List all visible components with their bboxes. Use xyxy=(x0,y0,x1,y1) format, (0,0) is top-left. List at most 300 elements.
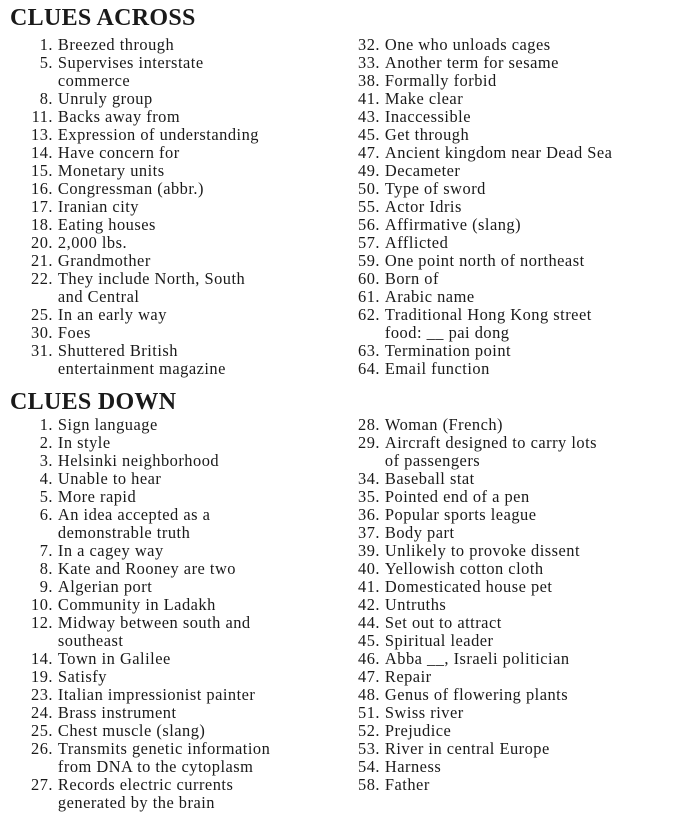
clue-line: Email function xyxy=(384,359,490,378)
clue-item xyxy=(343,434,597,470)
clue-text xyxy=(380,578,552,596)
clue-line: Grandmother xyxy=(57,251,151,270)
clue-item xyxy=(343,632,597,650)
clue-line: Another term for sesame xyxy=(384,53,559,72)
clue-item xyxy=(10,234,259,252)
clue-item xyxy=(10,686,270,704)
clue-number: 34. xyxy=(358,469,380,488)
clue-text xyxy=(380,632,494,650)
clue-item xyxy=(10,162,259,180)
clue-number: 16. xyxy=(31,179,53,198)
clue-line: Woman (French) xyxy=(384,415,504,434)
clue-number: 7. xyxy=(39,541,53,560)
clue-number: 4. xyxy=(39,469,53,488)
clue-number: 60. xyxy=(358,269,380,288)
clue-line: Midway between south and xyxy=(57,613,251,632)
clue-number: 51. xyxy=(358,703,380,722)
clue-line: Father xyxy=(384,775,430,794)
clue-line: Make clear xyxy=(384,89,464,108)
clue-number: 5. xyxy=(39,487,53,506)
clue-text xyxy=(380,614,502,632)
clue-number: 25. xyxy=(31,721,53,740)
clue-line: Untruths xyxy=(384,595,447,614)
clue-item xyxy=(10,452,270,470)
clue-text xyxy=(380,270,439,288)
clue-item xyxy=(10,650,270,668)
clue-item xyxy=(10,306,259,324)
clue-text xyxy=(380,668,432,686)
clue-line-continued: commerce xyxy=(57,71,131,90)
clue-line: Ancient kingdom near Dead Sea xyxy=(384,143,613,162)
clue-line-continued: entertainment magazine xyxy=(57,359,226,378)
clue-number: 35. xyxy=(358,487,380,506)
clue-text xyxy=(380,108,471,126)
clue-line: River in central Europe xyxy=(384,739,550,758)
clue-number: 14. xyxy=(31,143,53,162)
clue-line: One who unloads cages xyxy=(384,35,551,54)
clue-line: Actor Idris xyxy=(384,197,462,216)
clue-line: Get through xyxy=(384,125,470,144)
clue-line-continued: demonstrable truth xyxy=(57,523,191,542)
clue-text xyxy=(380,36,551,54)
clue-line: Aircraft designed to carry lots xyxy=(384,433,598,452)
clue-number: 3. xyxy=(39,451,53,470)
clue-item xyxy=(343,180,612,198)
clue-item xyxy=(10,90,259,108)
clue-line: Swiss river xyxy=(384,703,464,722)
clue-line: Congressman (abbr.) xyxy=(57,179,204,198)
clue-line: Type of sword xyxy=(384,179,486,198)
clue-line: Foes xyxy=(57,323,91,342)
clue-text xyxy=(53,306,167,324)
clue-text xyxy=(380,288,475,306)
clue-text xyxy=(380,54,559,72)
clue-text xyxy=(53,180,204,198)
clue-item xyxy=(343,650,597,668)
clue-line: Traditional Hong Kong street xyxy=(384,305,592,324)
clue-number: 20. xyxy=(31,233,53,252)
clue-text xyxy=(380,704,464,722)
clue-line: In style xyxy=(57,433,111,452)
clue-item xyxy=(10,470,270,488)
clue-number: 32. xyxy=(358,35,380,54)
clue-line: Termination point xyxy=(384,341,512,360)
clue-text xyxy=(53,252,151,270)
clue-number: 12. xyxy=(31,613,53,632)
clue-item xyxy=(343,234,612,252)
clue-item xyxy=(343,360,612,378)
clue-text xyxy=(53,470,161,488)
clue-line: 2,000 lbs. xyxy=(57,233,128,252)
clue-number: 17. xyxy=(31,197,53,216)
clue-item xyxy=(10,722,270,740)
clue-number: 37. xyxy=(358,523,380,542)
clue-item xyxy=(10,578,270,596)
clue-line: Abba __, Israeli politician xyxy=(384,649,570,668)
clue-number: 49. xyxy=(358,161,380,180)
clue-number: 39. xyxy=(358,541,380,560)
clue-item xyxy=(343,108,612,126)
clue-number: 1. xyxy=(39,415,53,434)
clue-text xyxy=(380,216,521,234)
clue-text xyxy=(380,342,511,360)
clue-item xyxy=(343,90,612,108)
clue-text xyxy=(380,90,463,108)
clue-text xyxy=(380,560,544,578)
clue-text xyxy=(53,704,177,722)
clue-line-continued: and Central xyxy=(57,287,140,306)
clue-item xyxy=(10,198,259,216)
clue-item xyxy=(343,162,612,180)
clue-item xyxy=(10,252,259,270)
clue-number: 11. xyxy=(31,107,53,126)
clue-text xyxy=(380,234,448,252)
clue-item xyxy=(10,776,270,812)
clue-line: Records electric currents xyxy=(57,775,234,794)
clue-line: Pointed end of a pen xyxy=(384,487,530,506)
clue-item xyxy=(343,36,612,54)
clue-number: 38. xyxy=(358,71,380,90)
clues-across-heading: CLUES ACROSS xyxy=(10,5,196,31)
clue-item xyxy=(343,740,597,758)
clue-text xyxy=(53,162,165,180)
clue-text xyxy=(53,416,158,434)
clue-number: 14. xyxy=(31,649,53,668)
clue-item xyxy=(343,470,597,488)
clue-line: Monetary units xyxy=(57,161,165,180)
clue-line: Algerian port xyxy=(57,577,153,596)
clue-item xyxy=(343,722,597,740)
clue-line: Spiritual leader xyxy=(384,631,494,650)
clue-text xyxy=(380,126,469,144)
clue-item xyxy=(10,342,259,378)
clue-text xyxy=(53,740,270,776)
down-column-left xyxy=(10,416,270,812)
clue-line: Iranian city xyxy=(57,197,139,216)
clue-line: Unable to hear xyxy=(57,469,162,488)
clue-item xyxy=(343,560,597,578)
clue-item xyxy=(343,488,597,506)
clue-item xyxy=(10,506,270,542)
clue-item xyxy=(343,596,597,614)
clue-text xyxy=(380,722,451,740)
clue-item xyxy=(343,342,612,360)
clue-text xyxy=(53,560,236,578)
clue-number: 64. xyxy=(358,359,380,378)
clue-line: Community in Ladakh xyxy=(57,595,216,614)
clue-text xyxy=(380,758,441,776)
down-column-right xyxy=(343,416,597,794)
clue-number: 44. xyxy=(358,613,380,632)
clue-line: Unruly group xyxy=(57,89,153,108)
clue-line: Transmits genetic information xyxy=(57,739,271,758)
clue-item xyxy=(10,324,259,342)
clue-text xyxy=(380,360,490,378)
clue-line-continued: from DNA to the cytoplasm xyxy=(57,757,254,776)
clue-number: 47. xyxy=(358,667,380,686)
clue-number: 40. xyxy=(358,559,380,578)
clue-item xyxy=(10,560,270,578)
clue-line: Arabic name xyxy=(384,287,475,306)
clue-item xyxy=(10,614,270,650)
clue-text xyxy=(380,144,612,162)
clue-item xyxy=(343,524,597,542)
clue-text xyxy=(380,198,462,216)
clue-text xyxy=(380,470,475,488)
clue-text xyxy=(53,434,111,452)
clue-text xyxy=(53,488,136,506)
clue-line: Affirmative (slang) xyxy=(384,215,522,234)
clue-item xyxy=(10,416,270,434)
clue-text xyxy=(53,216,156,234)
clue-line: Shuttered British xyxy=(57,341,178,360)
clue-line: Breezed through xyxy=(57,35,175,54)
clue-text xyxy=(53,452,219,470)
clue-line: Backs away from xyxy=(57,107,181,126)
clue-text xyxy=(53,506,210,542)
clue-number: 57. xyxy=(358,233,380,252)
clue-line: Have concern for xyxy=(57,143,180,162)
clue-line: Formally forbid xyxy=(384,71,497,90)
clue-item xyxy=(343,72,612,90)
clue-line: Town in Galilee xyxy=(57,649,171,668)
clue-text xyxy=(53,198,139,216)
clue-line: Helsinki neighborhood xyxy=(57,451,220,470)
clue-number: 48. xyxy=(358,685,380,704)
clue-item xyxy=(10,488,270,506)
clue-text xyxy=(380,542,580,560)
clue-text xyxy=(380,72,497,90)
clue-item xyxy=(10,704,270,722)
clue-line: Unlikely to provoke dissent xyxy=(384,541,581,560)
clue-number: 30. xyxy=(31,323,53,342)
clue-text xyxy=(53,342,226,378)
clue-text xyxy=(380,650,570,668)
clue-line: Expression of understanding xyxy=(57,125,259,144)
clue-line: Born of xyxy=(384,269,439,288)
clue-number: 31. xyxy=(31,341,53,360)
clue-text xyxy=(380,596,446,614)
clue-number: 18. xyxy=(31,215,53,234)
clue-item xyxy=(343,54,612,72)
clue-line: Genus of flowering plants xyxy=(384,685,569,704)
clue-line: Kate and Rooney are two xyxy=(57,559,236,578)
clue-number: 61. xyxy=(358,287,380,306)
clue-number: 8. xyxy=(39,559,53,578)
clue-item xyxy=(343,758,597,776)
clue-text xyxy=(53,36,174,54)
clue-item xyxy=(343,668,597,686)
clue-item xyxy=(343,776,597,794)
clue-number: 5. xyxy=(39,53,53,72)
clue-text xyxy=(380,416,503,434)
clue-line: One point north of northeast xyxy=(384,251,585,270)
clue-line: In a cagey way xyxy=(57,541,164,560)
clue-item xyxy=(10,270,259,306)
clue-line: In an early way xyxy=(57,305,167,324)
clue-line: Decameter xyxy=(384,161,461,180)
across-column-right xyxy=(343,36,612,378)
clue-text xyxy=(380,776,430,794)
clue-line: Eating houses xyxy=(57,215,156,234)
clue-text xyxy=(53,54,204,90)
clue-item xyxy=(343,198,612,216)
clue-number: 8. xyxy=(39,89,53,108)
clue-text xyxy=(380,434,597,470)
clue-number: 36. xyxy=(358,505,380,524)
clue-number: 1. xyxy=(39,35,53,54)
clue-number: 21. xyxy=(31,251,53,270)
clue-number: 23. xyxy=(31,685,53,704)
clue-item xyxy=(10,54,259,90)
clue-text xyxy=(53,126,259,144)
clue-text xyxy=(53,234,127,252)
clue-text xyxy=(380,180,486,198)
clue-item xyxy=(10,216,259,234)
clues-down-heading: CLUES DOWN xyxy=(10,389,177,415)
clue-item xyxy=(343,144,612,162)
clue-number: 29. xyxy=(358,433,380,452)
clue-line: Harness xyxy=(384,757,442,776)
clue-item xyxy=(343,578,597,596)
clue-item xyxy=(343,542,597,560)
clue-number: 24. xyxy=(31,703,53,722)
clue-text xyxy=(53,614,251,650)
clue-number: 25. xyxy=(31,305,53,324)
clue-number: 46. xyxy=(358,649,380,668)
clue-line: Satisfy xyxy=(57,667,107,686)
clue-item xyxy=(343,216,612,234)
clue-number: 63. xyxy=(358,341,380,360)
clue-text xyxy=(380,506,537,524)
clue-text xyxy=(53,776,233,812)
clue-text xyxy=(380,686,568,704)
clue-text xyxy=(53,144,180,162)
clue-number: 56. xyxy=(358,215,380,234)
clue-number: 2. xyxy=(39,433,53,452)
clue-line: Popular sports league xyxy=(384,505,537,524)
clue-text xyxy=(380,524,455,542)
clue-number: 27. xyxy=(31,775,53,794)
clue-item xyxy=(10,434,270,452)
clue-number: 19. xyxy=(31,667,53,686)
clue-item xyxy=(343,416,597,434)
clue-line: Body part xyxy=(384,523,455,542)
clue-line-continued: food: __ pai dong xyxy=(384,323,510,342)
clue-text xyxy=(53,542,164,560)
clue-text xyxy=(53,108,180,126)
clue-number: 54. xyxy=(358,757,380,776)
clue-line: Chest muscle (slang) xyxy=(57,721,206,740)
clue-number: 28. xyxy=(358,415,380,434)
clue-number: 43. xyxy=(358,107,380,126)
clue-item xyxy=(10,126,259,144)
clue-number: 58. xyxy=(358,775,380,794)
clue-line: Repair xyxy=(384,667,432,686)
clue-text xyxy=(380,306,592,342)
clue-text xyxy=(53,650,171,668)
clue-text xyxy=(53,270,245,306)
clue-line: Prejudice xyxy=(384,721,452,740)
clue-item xyxy=(343,252,612,270)
clue-number: 59. xyxy=(358,251,380,270)
clue-number: 26. xyxy=(31,739,53,758)
clue-number: 52. xyxy=(358,721,380,740)
clue-line: Supervises interstate xyxy=(57,53,204,72)
clue-text xyxy=(53,686,255,704)
clue-line: Set out to attract xyxy=(384,613,502,632)
clue-text xyxy=(53,596,216,614)
clue-line: Domesticated house pet xyxy=(384,577,553,596)
clue-item xyxy=(343,288,612,306)
clue-number: 13. xyxy=(31,125,53,144)
clue-number: 10. xyxy=(31,595,53,614)
clue-line-continued: generated by the brain xyxy=(57,793,215,812)
clue-item xyxy=(343,686,597,704)
clue-item xyxy=(10,668,270,686)
clue-line: They include North, South xyxy=(57,269,246,288)
clue-number: 55. xyxy=(358,197,380,216)
clue-item xyxy=(10,542,270,560)
clue-number: 50. xyxy=(358,179,380,198)
clue-number: 47. xyxy=(358,143,380,162)
clue-number: 22. xyxy=(31,269,53,288)
clue-number: 33. xyxy=(358,53,380,72)
clue-item xyxy=(10,596,270,614)
clue-line: Baseball stat xyxy=(384,469,475,488)
clue-item xyxy=(343,126,612,144)
clue-line: Yellowish cotton cloth xyxy=(384,559,544,578)
clue-number: 53. xyxy=(358,739,380,758)
clue-item xyxy=(10,740,270,776)
clue-text xyxy=(380,162,460,180)
clue-text xyxy=(53,668,107,686)
clue-item xyxy=(10,144,259,162)
clue-item xyxy=(343,614,597,632)
clue-number: 15. xyxy=(31,161,53,180)
clue-item xyxy=(343,270,612,288)
clue-line: Inaccessible xyxy=(384,107,471,126)
clue-text xyxy=(53,324,91,342)
clue-line: Afflicted xyxy=(384,233,449,252)
clue-line-continued: southeast xyxy=(57,631,124,650)
clue-text xyxy=(53,90,153,108)
clue-number: 62. xyxy=(358,305,380,324)
clue-line-continued: of passengers xyxy=(384,451,481,470)
clue-number: 6. xyxy=(39,505,53,524)
clue-line: More rapid xyxy=(57,487,137,506)
clue-text xyxy=(53,578,152,596)
clue-number: 9. xyxy=(39,577,53,596)
clue-text xyxy=(380,252,585,270)
clue-line: Sign language xyxy=(57,415,158,434)
clue-number: 45. xyxy=(358,631,380,650)
clue-item xyxy=(10,180,259,198)
clue-number: 41. xyxy=(358,577,380,596)
clue-number: 42. xyxy=(358,595,380,614)
clue-number: 41. xyxy=(358,89,380,108)
clue-line: Brass instrument xyxy=(57,703,177,722)
clue-number: 45. xyxy=(358,125,380,144)
clue-text xyxy=(53,722,205,740)
clue-line: An idea accepted as a xyxy=(57,505,211,524)
clue-item xyxy=(10,36,259,54)
clue-text xyxy=(380,488,530,506)
clue-item xyxy=(343,506,597,524)
clue-item xyxy=(10,108,259,126)
clue-text xyxy=(380,740,550,758)
clue-item xyxy=(343,306,612,342)
